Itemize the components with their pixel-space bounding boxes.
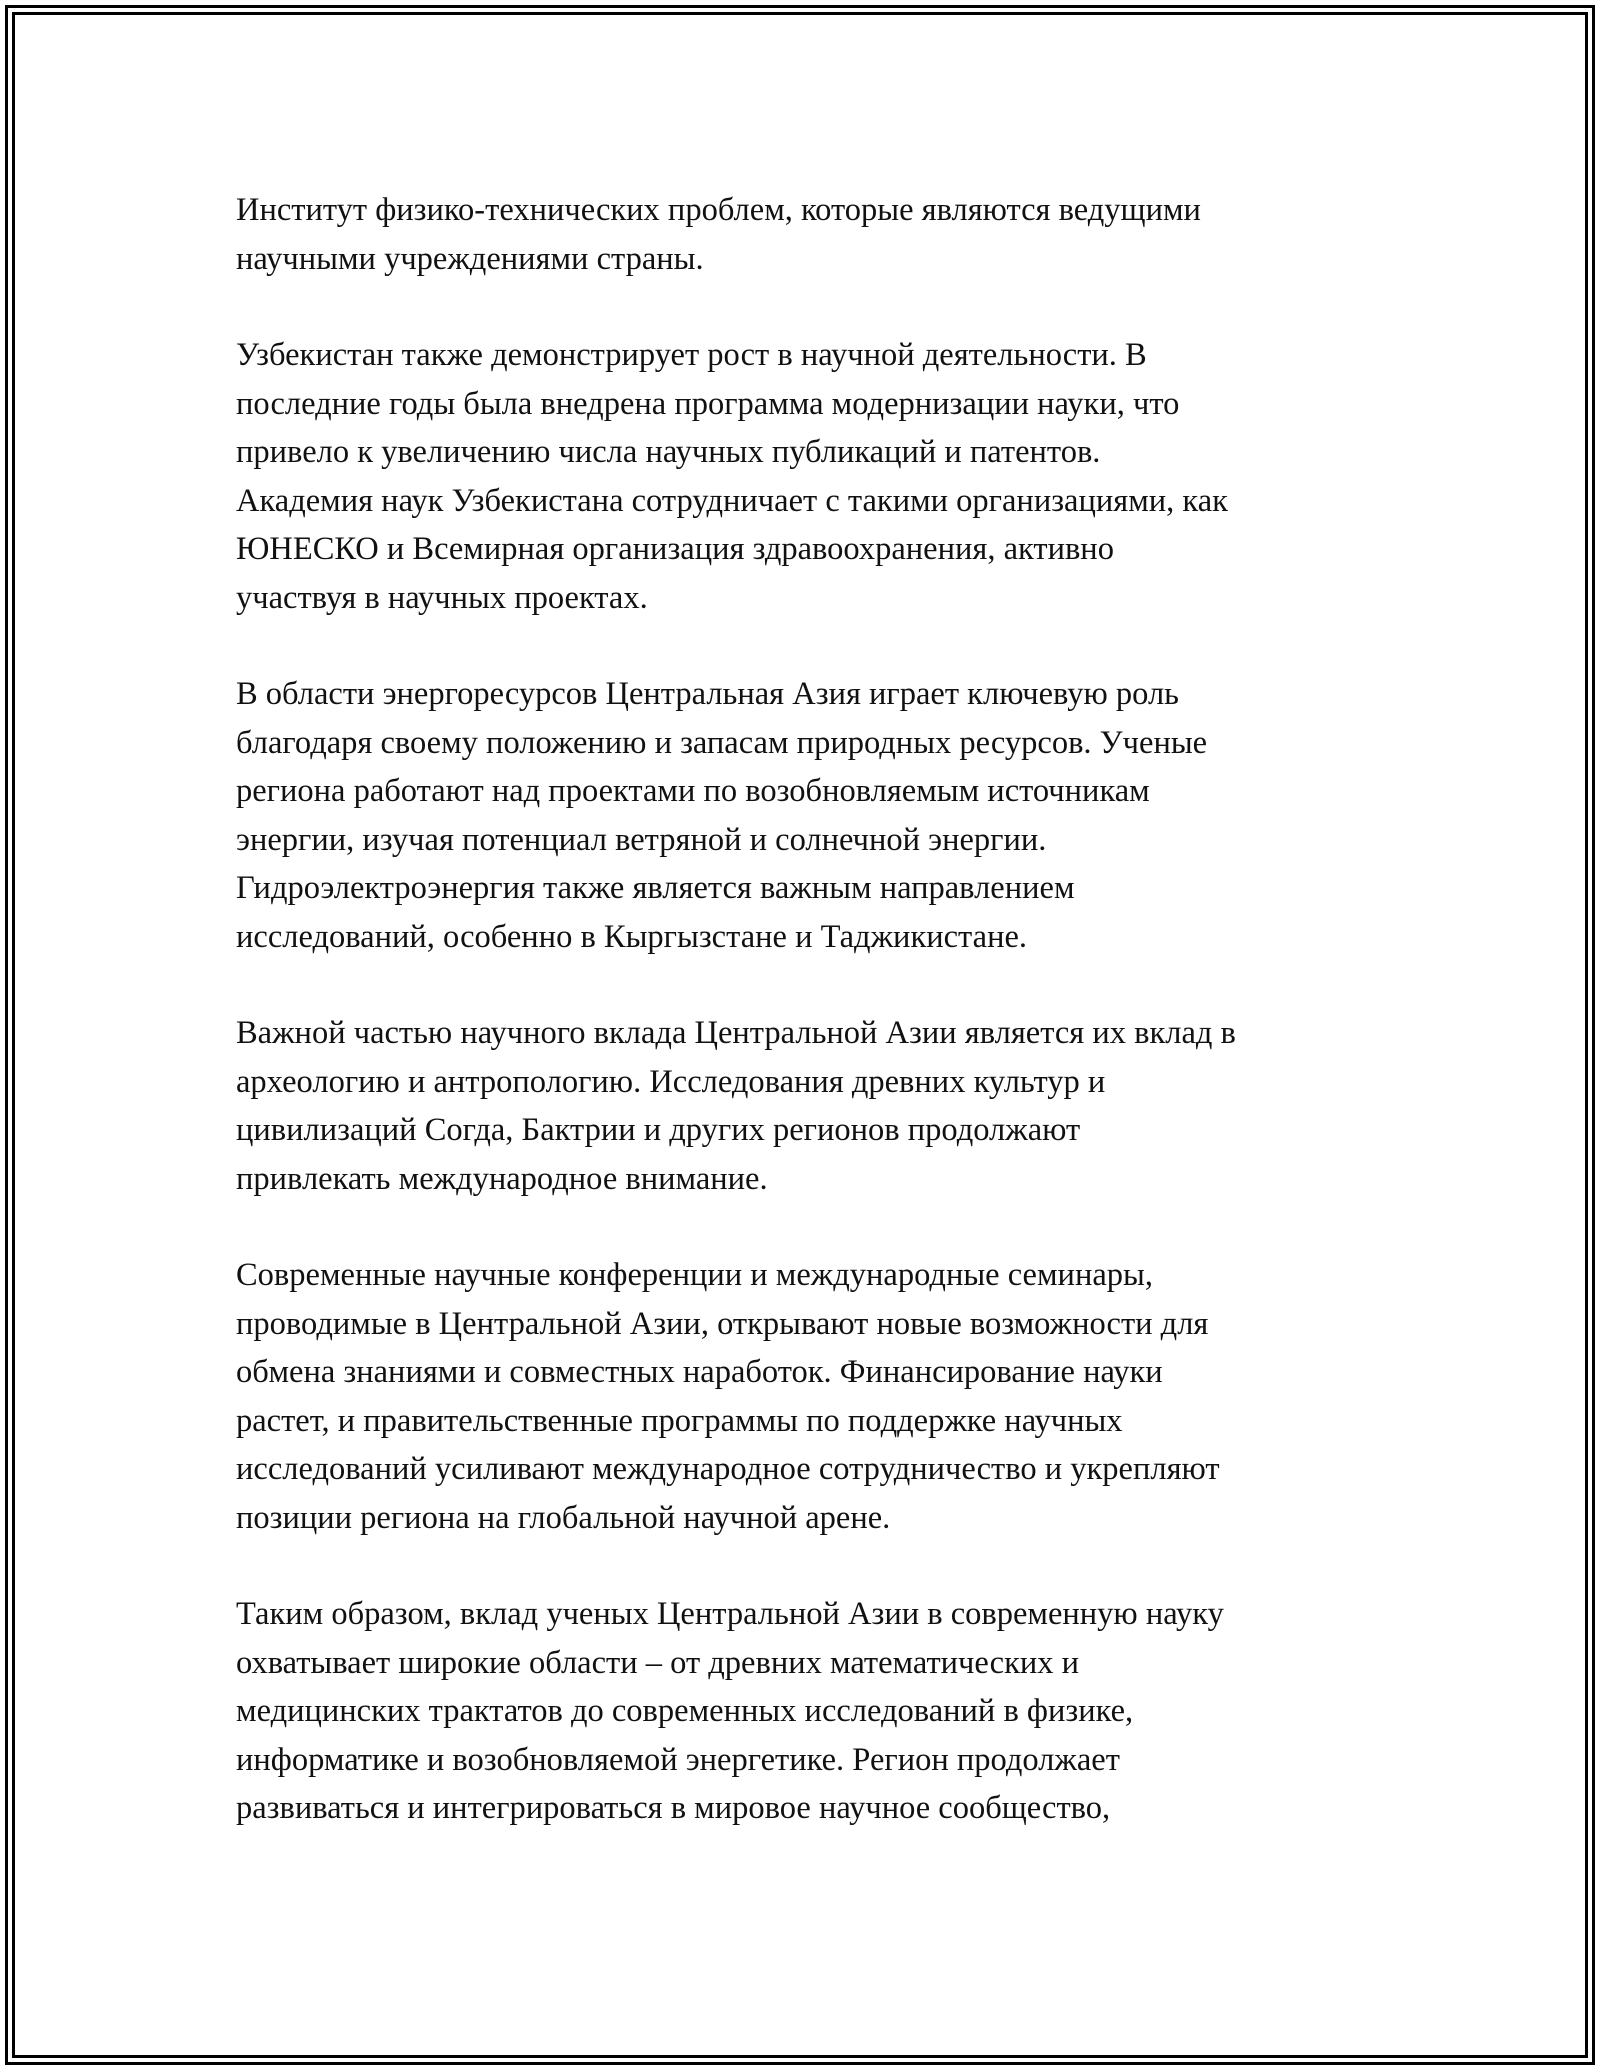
text-line: региона работают над проектами по возобновляемым источникам	[236, 773, 1150, 809]
text-line: Важной частью научного вклада Центральной Азии является их вклад в	[236, 1015, 1236, 1051]
text-line: археологию и антропологию. Исследования древних культур и	[236, 1063, 1106, 1100]
text-line: привело к увеличению числа научных публикаций и патентов.	[236, 434, 1101, 470]
text-line: участвуя в научных проектах.	[236, 579, 648, 616]
text-line: Гидроэлектроэнергия также является важным направлением	[236, 870, 1075, 906]
text-line: благодаря своему положению и запасам природных ресурсов. Ученые	[236, 724, 1208, 761]
paragraph-6	[236, 1590, 1396, 1833]
paragraph-4	[236, 1009, 1396, 1203]
text-line: Таким образом, вклад ученых Центральной Азии в современную науку	[236, 1596, 1224, 1632]
text-line: проводимые в Центральной Азии, открывают новые возможности для	[236, 1305, 1209, 1342]
text-line: Институт физико-технических проблем, которые являются ведущими	[236, 192, 1201, 228]
paragraph-5	[236, 1251, 1396, 1542]
paragraph-1	[236, 186, 1396, 283]
text-line: медицинских трактатов до современных исследований в физике,	[236, 1693, 1134, 1729]
paragraph-2	[236, 331, 1396, 622]
text-line: Академия наук Узбекистана сотрудничает с такими организациями, как	[236, 482, 1228, 519]
text-line: привлекать международное внимание.	[236, 1160, 768, 1197]
text-line: В области энергоресурсов Центральная Азия играет ключевую роль	[236, 676, 1180, 712]
text-line: информатике и возобновляемой энергетике. Регион продолжает	[236, 1741, 1120, 1778]
text-line: исследований усиливают международное сотрудничество и укрепляют	[236, 1451, 1220, 1487]
document-body	[236, 186, 1396, 1881]
text-line: последние годы была внедрена программа модернизации науки, что	[236, 385, 1180, 422]
text-line: позиции региона на глобальной научной арене.	[236, 1499, 891, 1536]
paragraph-3	[236, 670, 1396, 961]
text-line: научными учреждениями страны.	[236, 240, 704, 277]
text-line: цивилизаций Согда, Бактрии и других регионов продолжают	[236, 1112, 1081, 1148]
text-line: охватывает широкие области – от древних математических и	[236, 1644, 1080, 1681]
text-line: растет, и правительственные программы по поддержке научных	[236, 1402, 1123, 1439]
text-line: исследований, особенно в Кыргызстане и Таджикистане.	[236, 918, 1028, 955]
text-line: обмена знаниями и совместных наработок. Финансирование науки	[236, 1354, 1163, 1390]
text-line: энергии, изучая потенциал ветряной и солнечной энергии.	[236, 821, 1047, 858]
text-line: ЮНЕСКО и Всемирная организация здравоохранения, активно	[236, 531, 1114, 567]
text-line: Узбекистан также демонстрирует рост в научной деятельности. В	[236, 337, 1147, 373]
text-line: развиваться и интегрироваться в мировое научное сообщество,	[236, 1790, 1111, 1826]
text-line: Современные научные конференции и международные семинары,	[236, 1257, 1153, 1293]
